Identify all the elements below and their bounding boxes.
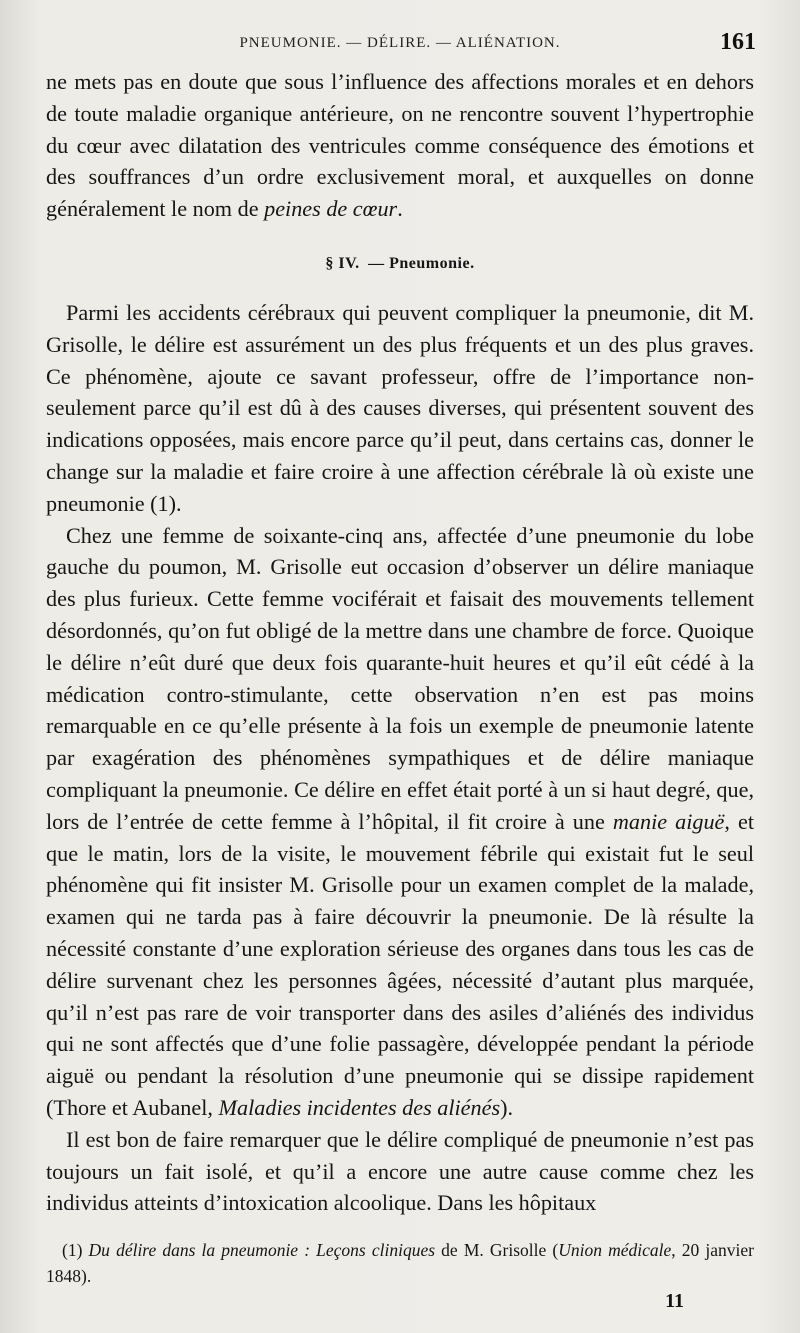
italic-citation: Maladies incidentes des aliénés — [218, 1094, 501, 1120]
italic-phrase: peines de cœur — [264, 196, 398, 222]
signature-mark: 11 — [665, 1290, 684, 1312]
footnote — [46, 1237, 754, 1289]
page-header — [44, 29, 756, 63]
footnote-text — [46, 1237, 754, 1289]
page-number: 161 — [720, 29, 756, 55]
section-number: § IV. — [325, 254, 360, 272]
footnote-marker: (1) — [62, 1240, 89, 1260]
footnote-end: , 20 janvier 1848). — [46, 1240, 754, 1286]
paragraph-2: Parmi les accidents cérébraux qui peuvent compliquer la pneumonie, dit M. Grisolle, le délire est assurément un des plus fréquents et un des plus graves. Ce phénomène, ajoute ce savant professeur, offre de l’importance non-seulement parce qu’il est dû à des causes diverses, qui présentent souvent des indications opposées, mais encore parce qu’il peut, dans certains cas, donner le change sur la maladie et faire croire à une affection cérébrale là où existe une pneumonie (1). — [46, 299, 754, 516]
italic-phrase: manie aiguë — [612, 808, 725, 834]
paragraph-3-text-b: , et que le matin, lors de la visite, le mouvement fébrile qui existait fut le seul phénomène qui fit insister M. Grisolle pour un examen complet de la malade, examen qui ne tarda pas à faire découvrir la pneumonie. De là résulte la nécessité constante d’une exploration sérieuse des organes dans tous les cas de délire survenant chez les personnes âgées, nécessité d’autant plus marquée, qu’il n’est pas rare de voir transporter dans des asiles d’aliénés des individus qui ne sont affectés que d’une folie passagère, développée pendant la période aiguë ou pendant la résolution d’une pneumonie qui se dissipe rapidement (Thore et Aubanel, — [46, 808, 754, 1120]
paragraph-4: Il est bon de faire remarquer que le délire compliqué de pneumonie n’est pas toujours un fait isolé, et qu’il a encore une autre cause comme chez les individus atteints d’intoxication alcoolique. Dans les hôpitaux — [46, 1126, 754, 1216]
section-heading — [46, 253, 754, 275]
body-text — [46, 66, 754, 1219]
footnote-journal: Union médicale — [558, 1240, 672, 1260]
section-title: — Pneumonie. — [368, 254, 475, 272]
footnote-mid: de M. Grisolle ( — [435, 1240, 559, 1260]
paragraph-3-text-a: Chez une femme de soixante-cinq ans, affectée d’une pneumonie du lobe gauche du poumon, M. Grisolle eut occasion d’observer un délire maniaque des plus furieux. Cette femme vociférait et faisait des mouvements tellement désordonnés, qu’on fut obligé de la mettre dans une chambre de force. Quoique le délire n’eût duré que deux fois quarante-huit heures et qu’il eût cédé à la médication contro-stimulante, cette observation n’en est pas moins remarquable en ce qu’elle présente à la fois un exemple de pneumonie latente par exagération des phénomènes sympathiques et de délire maniaque compliquant la pneumonie. Ce délire en effet était porté à un si haut degré, que, lors de l’entrée de cette femme à l’hôpital, il fit croire à une — [46, 522, 754, 834]
footnote-title: Du délire dans la pneumonie : Leçons cliniques — [88, 1240, 436, 1260]
paragraph-1-text: ne mets pas en doute que sous l’influence des affections morales et en dehors de toute maladie organique antérieure, on ne rencontre souvent l’hypertrophie du cœur avec dilatation des ventricules comme conséquence des émotions et des souffrances d’un ordre exclusivement moral, et auxquelles on donne généralement le nom de — [46, 69, 754, 222]
paragraph-3 — [46, 520, 754, 1124]
paragraph-1-end: . — [397, 196, 403, 222]
paragraph-3-end: ). — [500, 1094, 514, 1120]
running-title: PNEUMONIE. — DÉLIRE. — ALIÉNATION. — [239, 35, 561, 51]
paragraph-1 — [46, 66, 754, 225]
